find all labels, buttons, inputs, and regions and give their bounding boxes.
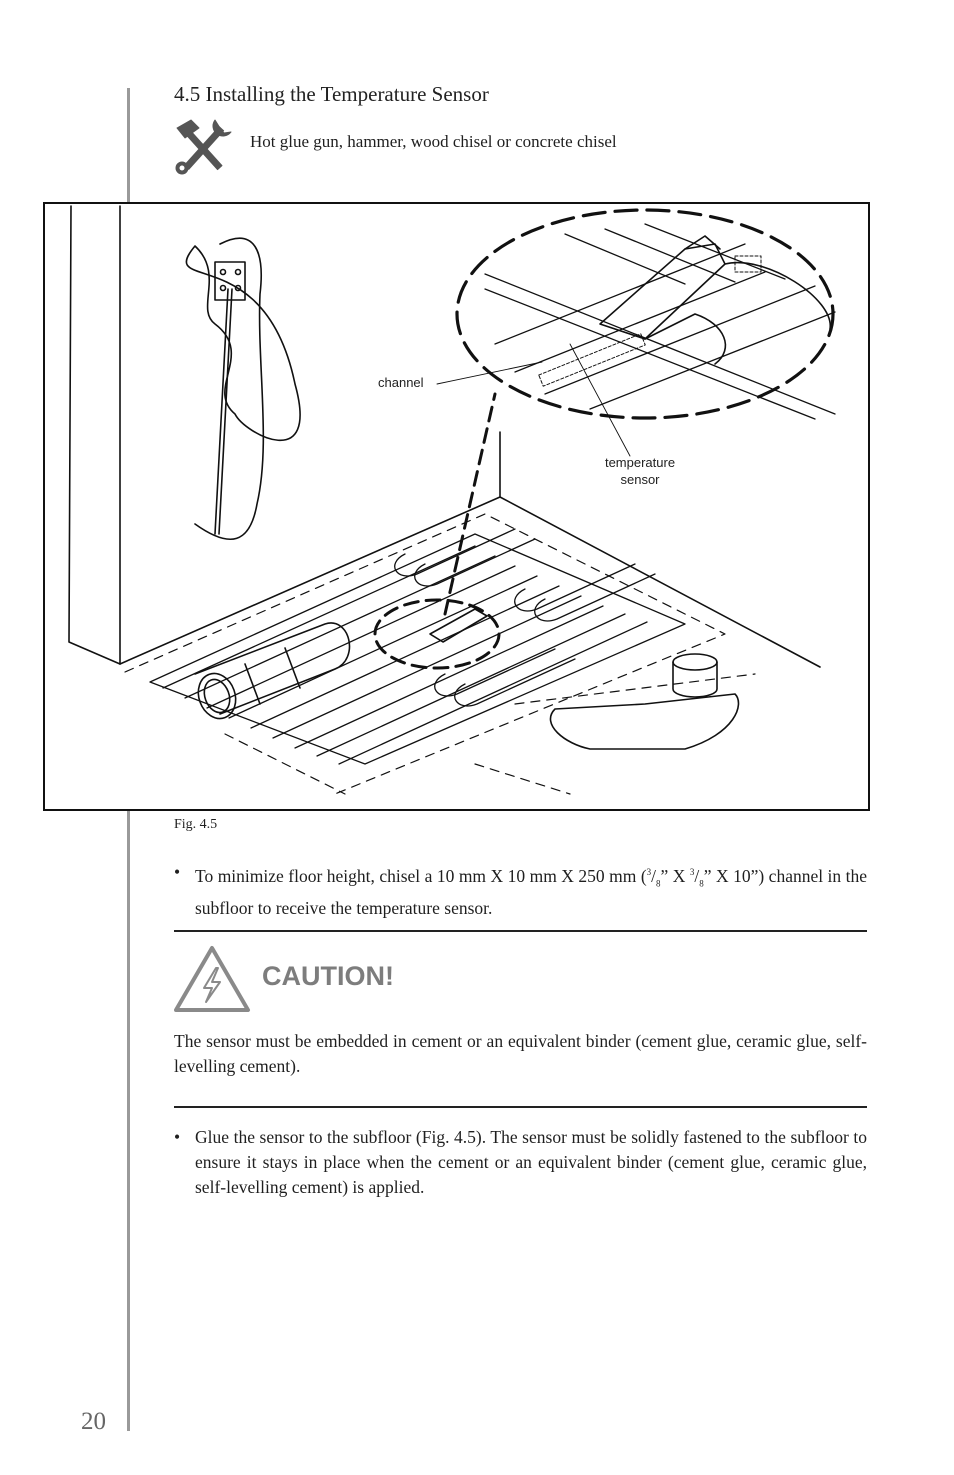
hammer-wrench-tools-icon — [173, 118, 235, 176]
label-temperature: temperature — [604, 455, 676, 470]
figure-svg — [45, 204, 870, 811]
bullet-dot: • — [174, 1127, 181, 1147]
label-sensor: sensor — [620, 472, 660, 487]
caution-top-rule — [174, 930, 867, 932]
bullet-item-glue-sensor — [174, 1125, 867, 1200]
warning-lightning-icon — [172, 944, 252, 1016]
section-title: 4.5 Installing the Temperature Sensor — [174, 82, 489, 106]
figure-illustration — [43, 202, 870, 811]
bullet-dot: • — [174, 862, 181, 882]
figure-caption: Fig. 4.5 — [174, 817, 218, 832]
tools-list: Hot glue gun, hammer, wood chisel or concrete chisel — [250, 132, 617, 151]
caution-bottom-rule — [174, 1106, 867, 1108]
bullet-text: Glue the sensor to the subfloor (Fig. 4.5). The sensor must be solidly fastened to the subfloor to ensure it stays in place when the cement or an equivalent binder (cement glue, ceramic glue, self-levelling cement) is applied. — [195, 1127, 867, 1197]
caution-title: CAUTION! — [262, 961, 394, 991]
caution-text: The sensor must be embedded in cement or an equivalent binder (cement glue, ceramic glue, self-levelling cement). — [174, 1031, 867, 1076]
label-channel: channel — [378, 375, 424, 390]
bullet-item-chisel-channel — [174, 860, 867, 921]
page-number: 20 — [81, 1408, 106, 1435]
bullet-text: To minimize floor height, chisel a 10 mm X 10 mm X 250 mm ($^3/_8$” X $^3/_8$” X 10”) channel in the subfloor to receive the temperature sensor. — [195, 865, 868, 919]
